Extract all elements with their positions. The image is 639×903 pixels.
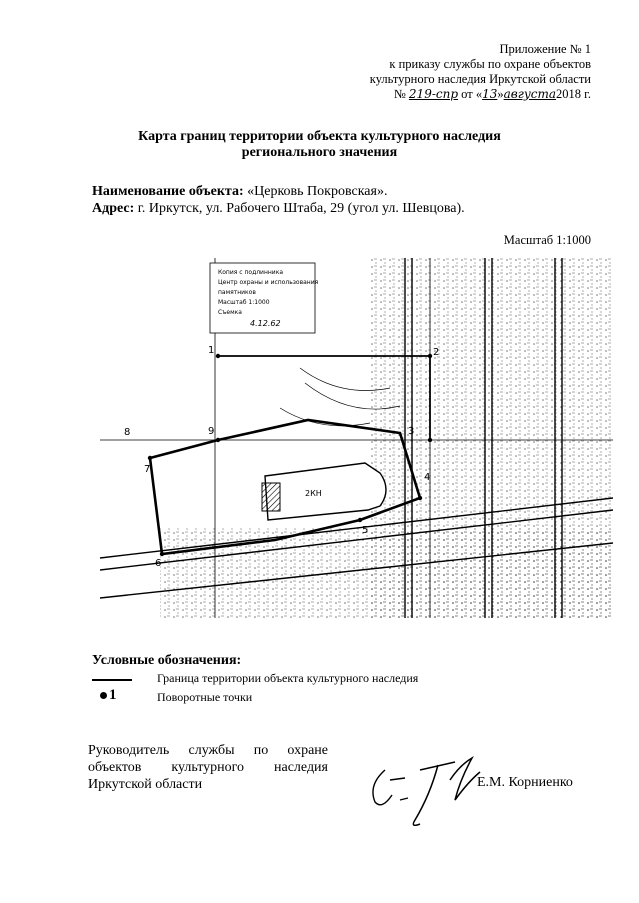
signatory-name: Е.М. Корниенко	[477, 775, 573, 790]
date-day: 13	[482, 87, 498, 101]
position-line-3: Иркутской области	[88, 777, 203, 792]
point-label-4: 4	[424, 472, 431, 483]
point-label-2: 2	[433, 347, 440, 358]
dot-icon	[100, 692, 107, 699]
appendix-header	[370, 42, 591, 102]
stamp-line-3: памятников	[218, 289, 256, 296]
object-address-row	[92, 200, 465, 217]
stamp-line-5: Съемка	[218, 309, 242, 316]
object-name-label: Наименование объекта:	[92, 184, 244, 199]
stamp-line-2: Центр охраны и использования	[218, 279, 319, 286]
stamp-line-1: Копия с подлинника	[218, 269, 283, 276]
building-label: 2КН	[305, 489, 322, 498]
position-line-2: объектов культурного наследия	[88, 760, 328, 775]
title-line-1: Карта границ территории объекта культурного наследия	[138, 129, 501, 144]
appendix-line-2: к приказу службы по охране объектов	[389, 57, 591, 71]
point-symbol-number: 1	[109, 687, 117, 703]
signatory-position	[88, 742, 328, 793]
document-title	[0, 129, 639, 161]
object-info	[92, 183, 465, 217]
point-label-1: 1	[208, 345, 215, 356]
date-prefix: от «	[461, 87, 483, 101]
legend-item-points	[92, 687, 492, 708]
order-number-line	[370, 87, 591, 102]
object-name-value: «Церковь Покровская».	[243, 184, 388, 199]
position-line-1: Руководитель службы по охране	[88, 743, 328, 758]
object-name-row	[92, 183, 465, 200]
archive-stamp	[210, 263, 319, 333]
handwritten-signature	[360, 740, 490, 830]
legend-label-points: Поворотные точки	[157, 690, 253, 704]
boundary-line-symbol	[92, 671, 147, 681]
number-prefix: №	[393, 87, 406, 101]
point-label-9: 9	[208, 426, 215, 437]
appendix-line-3: культурного наследия Иркутской области	[369, 72, 591, 86]
appendix-line-1: Приложение № 1	[499, 42, 591, 56]
point-label-6: 6	[155, 558, 162, 569]
point-label-7: 7	[144, 464, 151, 475]
address-label: Адрес:	[92, 201, 135, 216]
dense-area-bottom	[160, 528, 613, 618]
date-year: 2018 г.	[556, 87, 591, 101]
boundary-map	[100, 258, 613, 618]
turning-point-symbol	[100, 687, 155, 704]
legend-title: Условные обозначения:	[92, 653, 242, 668]
stamp-line-6: 4.12.62	[250, 319, 281, 328]
date-month: августа	[503, 87, 557, 101]
scale-label: Масштаб 1:1000	[503, 233, 591, 247]
point-label-3: 3	[408, 426, 415, 437]
legend-label-boundary: Граница территории объекта культурного наследия	[157, 671, 419, 685]
title-line-2: регионального значения	[241, 145, 398, 160]
date-sep: »	[497, 87, 504, 101]
point-label-5: 5	[362, 525, 369, 536]
address-value: г. Иркутск, ул. Рабочего Штаба, 29 (угол ул. Шевцова).	[134, 201, 465, 216]
point-label-8: 8	[124, 427, 131, 438]
legend-item-boundary	[92, 671, 492, 687]
order-number: 219-спр	[408, 87, 459, 101]
stamp-line-4: Масштаб 1:1000	[218, 299, 270, 306]
